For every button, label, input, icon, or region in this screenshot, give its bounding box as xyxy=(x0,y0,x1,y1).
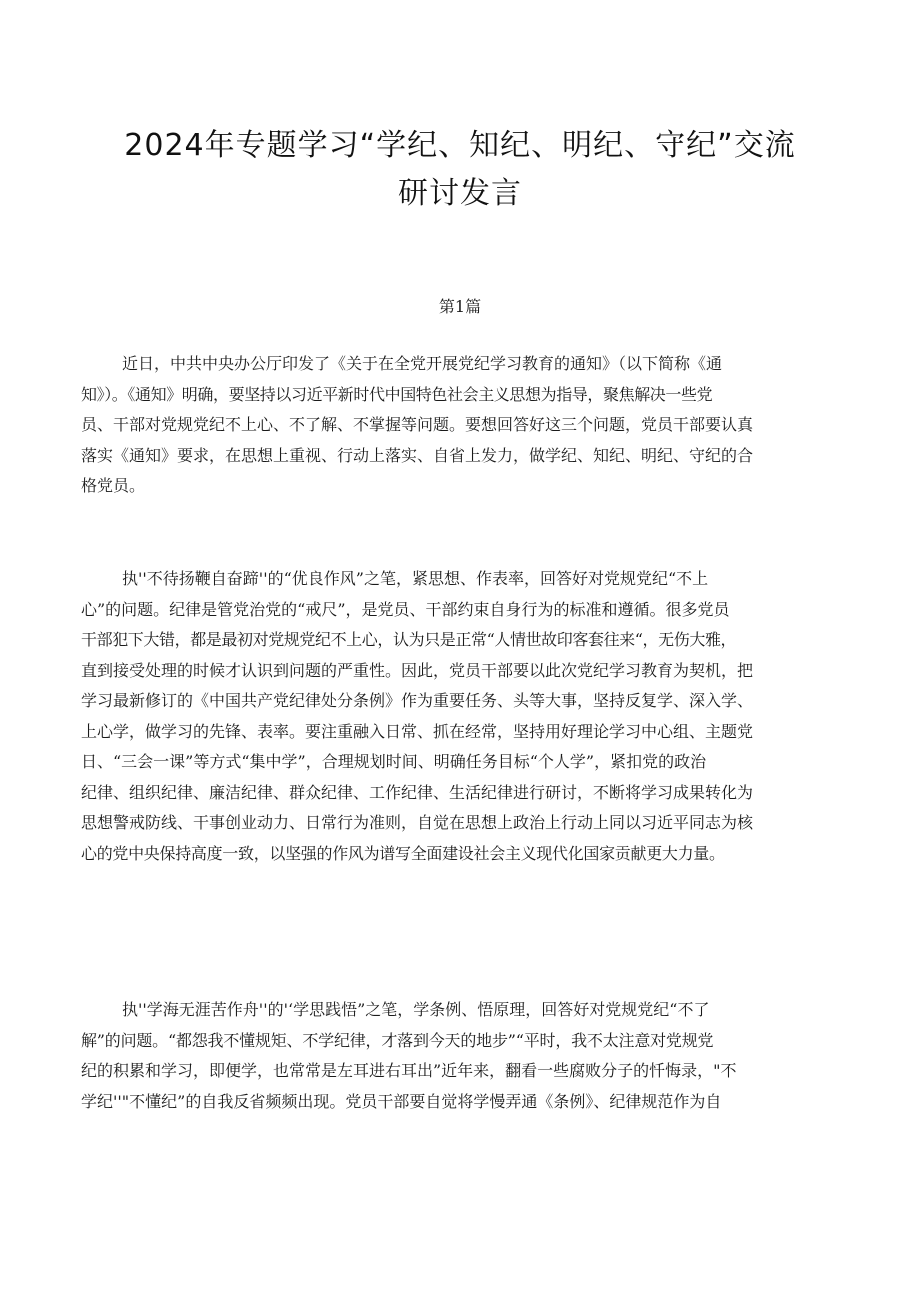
paragraph-line: 落实《通知》要求，在思想上重视、行动上落实、自省上发力，做学纪、知纪、明纪、守纪的合 xyxy=(81,445,754,465)
document-title xyxy=(80,122,840,218)
paragraph-line: 纪的积累和学习，即便学，也常常是左耳进右耳出”近年来，翻看一些腐败分子的忏悔录，"不 xyxy=(81,1061,737,1080)
paragraph-line: 心的党中央保持高度一致，以坚强的作风为谱写全面建设社会主义现代化国家贡献更大力量。 xyxy=(81,843,725,863)
paragraph-line: 学习最新修订的《中国共产党纪律处分条例》作为重要任务、头等大事，坚持反复学、深入学、 xyxy=(81,691,754,710)
paragraph-line: 直到接受处理的时候才认识到问题的严重性。因此，党员干部要以此次党纪学习教育为契机，把 xyxy=(81,660,754,680)
paragraph-line: 思想警戒防线、干事创业动力、日常行为准则，自觉在思想上政治上行动上同以习近平同志为核 xyxy=(81,813,754,832)
title-line: 研讨发言 xyxy=(398,176,522,211)
paragraph-line: 执''不待扬鞭自奋蹄''的“优良作风”之笔，紧思想、作表率，回答好对党规党纪“不上 xyxy=(122,569,709,588)
title-line: 2024年专题学习“学纪、知纪、明纪、守纪”交流 xyxy=(124,128,796,163)
paragraph-line: 纪律、组织纪律、廉洁纪律、群众纪律、工作纪律、生活纪律进行研讨，不断将学习成果转化为 xyxy=(81,782,754,802)
paragraph-line: 格党员。 xyxy=(81,476,146,495)
paragraph-line: 知》）。《通知》明确，要坚持以习近平新时代中国特色社会主义思想为指导，聚焦解决一些党 xyxy=(81,384,713,404)
paragraph-line: 执''学海无涯苦作舟''的'‘学思践悟”之笔，学条例、悟原理，回答好对党规党纪“不了 xyxy=(122,1000,710,1019)
paragraph-line: 解”的问题。“都怨我不懂规矩、不学纪律，才落到今天的地步”“平时，我不太注意对党规党 xyxy=(81,1030,714,1050)
paragraph-line: 日、“三会一课”等方式“集中学”，合理规划时间、明确任务目标“个人学”，紧扣党的政治 xyxy=(81,752,707,771)
paragraph-1 xyxy=(81,349,856,502)
paragraph-line: 近日，中共中央办公厅印发了《关于在全党开展党纪学习教育的通知》（以下简称《通 xyxy=(122,354,723,373)
paragraph-line: 干部犯下大错，都是最初对党规党纪不上心，认为只是正常“人情世故印客套往来“，无伤大雅， xyxy=(81,630,737,649)
paragraph-line: 上心学，做学习的先锋、表率。要注重融入日常、抓在经常，坚持用好理论学习中心组、主题党 xyxy=(81,721,754,741)
paragraph-3 xyxy=(81,995,856,1117)
paragraph-line: 学纪''"不懂纪”的自我反省频频出现。党员干部要自觉将学慢弄通《条例》、纪律规范作为自 xyxy=(81,1091,722,1111)
paragraph-line: 员、干部对党规党纪不上心、不了解、不掌握等问题。要想回答好这三个问题，党员干部要认真 xyxy=(81,415,754,434)
paragraph-2 xyxy=(81,564,856,869)
paragraph-line: 心”的问题。纪律是管党治党的“戒尺”，是党员、干部约束自身行为的标准和遵循。很多党员 xyxy=(81,599,730,619)
section-heading: 第1篇 xyxy=(438,297,482,316)
